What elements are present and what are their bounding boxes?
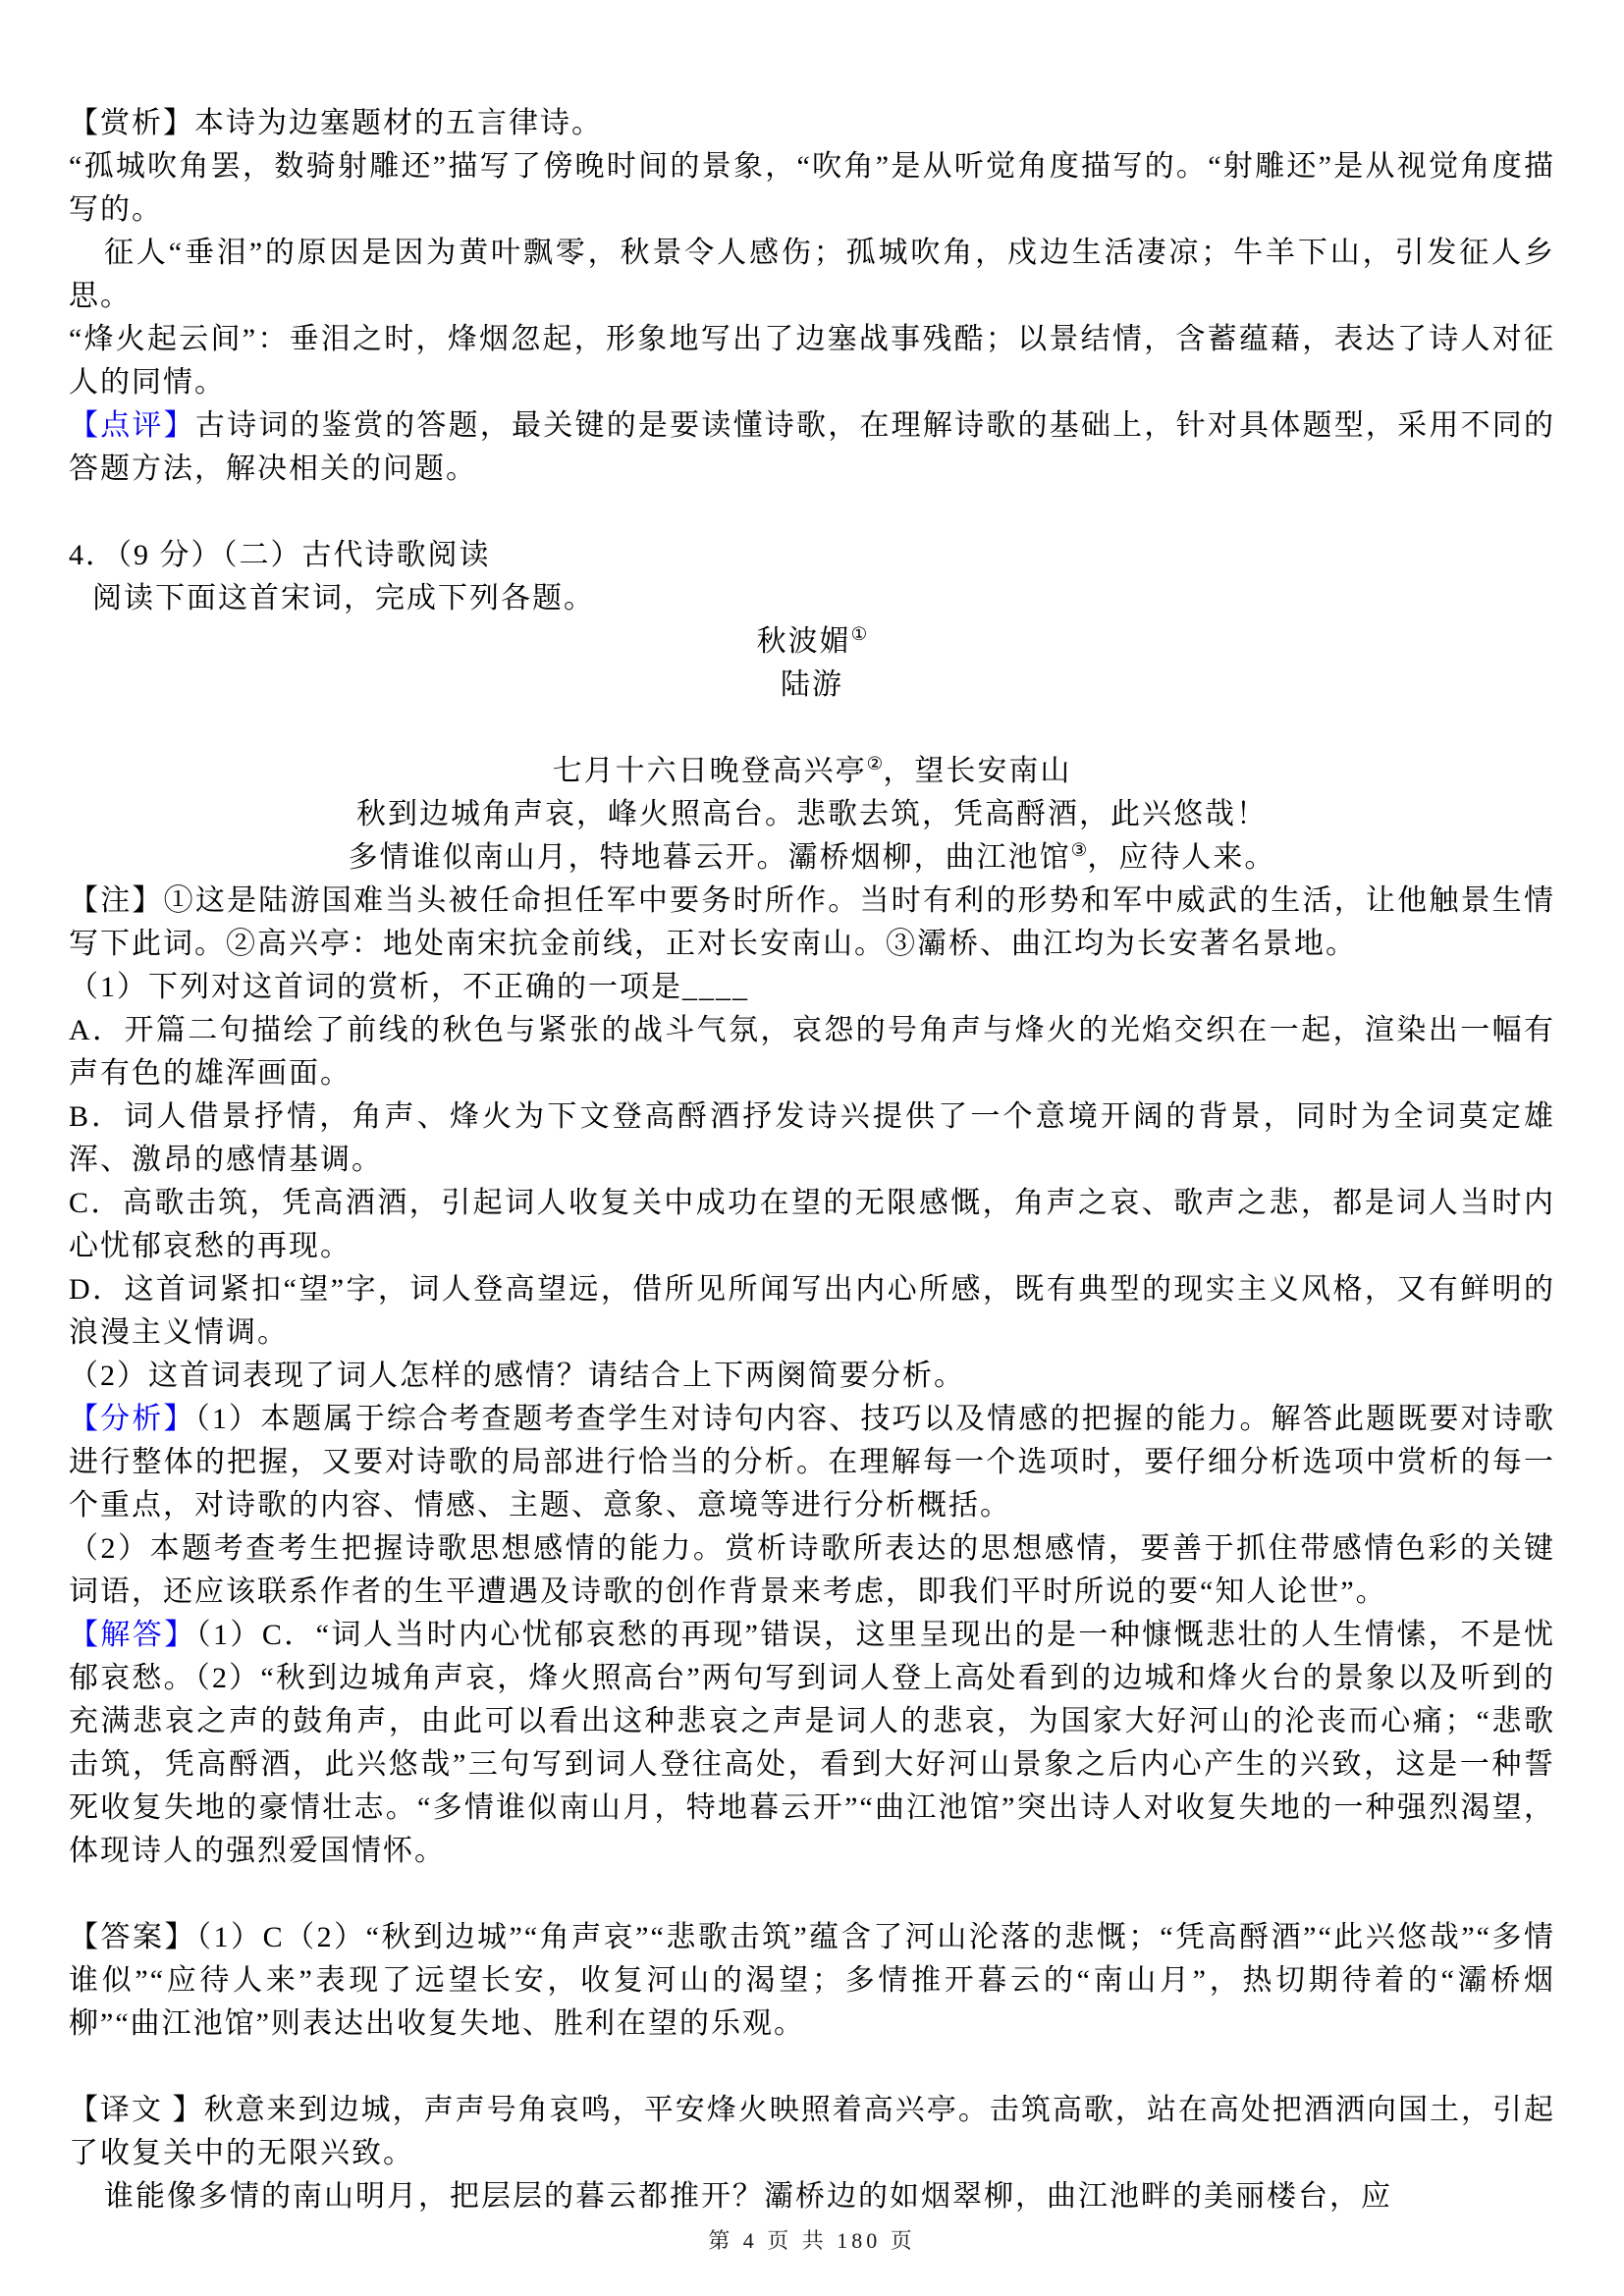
- blank-line: [69, 707, 1555, 750]
- poem-line-2-post: ，应待人来。: [1087, 841, 1276, 874]
- poem-line-1: 秋到边城角声哀，峰火照高台。悲歌去筑，凭高酹酒，此兴悠哉！: [356, 798, 1268, 830]
- poem-title: [69, 620, 1555, 664]
- annotation-dianping-label: 【点评】: [69, 409, 195, 442]
- blank-line: [69, 2046, 1555, 2089]
- annotation-daan-label: 【答案】: [69, 1921, 197, 1953]
- option-c: C．高歌击筑，凭高酒酒，引起词人收复关中成功在望的无限感慨，角声之哀、歌声之悲，都是词人当时内心忧郁哀愁的再现。: [69, 1187, 1555, 1262]
- page-footer: 第 4 页 共 180 页: [708, 2228, 916, 2253]
- paragraph-note-text: ①这是陆游国难当头被任命担任军中要务时所作。当时有利的形势和军中威武的生活，让他触景生情写下此词。②高兴亭：地处南宋抗金前线，正对长安南山。③灞桥、曲江均为长安著名景地。: [69, 884, 1556, 960]
- annotation-note-label: 【注】: [69, 884, 164, 917]
- footnote-marker-1: ①: [850, 624, 868, 645]
- annotation-shangxi-label: 【赏析】: [69, 107, 194, 139]
- paragraph-yiwen-1: [69, 2089, 1555, 2175]
- paragraph-daan: [69, 1916, 1555, 2046]
- paragraph-daan-text: （1）C（2）“秋到边城”“角声哀”“悲歌击筑”蕴含了河山沦落的悲慨；“凭高酹酒”“此兴悠哉”“多情谁似”“应待人来”表现了远望长安，收复河山的渴望；多情推开暮云的“南山月”，热切期待着的“灞桥烟柳”“曲江池馆”则表达出收复失地、胜利在望的乐观。: [69, 1921, 1555, 2040]
- footnote-marker-2: ②: [866, 754, 884, 774]
- poem-line-2-pre: 多情谁似南山月，特地暮云开。灞桥烟柳，曲江池馆: [348, 841, 1071, 874]
- poem-line-2: [69, 836, 1555, 880]
- paragraph-dianping: [69, 404, 1555, 491]
- question-2: （2）这首词表现了词人怎样的感情？请结合上下两阕简要分析。: [69, 1360, 965, 1392]
- paragraph-yiwen-2: 谁能像多情的南山明月，把层层的暮云都推开？灞桥边的如烟翠柳，曲江池畔的美丽楼台，应: [104, 2180, 1392, 2213]
- footnote-marker-3: ③: [1070, 840, 1088, 861]
- question-4-intro: 阅读下面这首宋词，完成下列各题。: [92, 582, 595, 614]
- poem-author: 陆游: [781, 668, 843, 701]
- poem-subtitle-pre: 七月十六日晚登高兴亭: [552, 755, 867, 787]
- paragraph-fenxi-1: [69, 1398, 1555, 1527]
- paragraph-jieda-text: （1）C．“词人当时内心忧郁哀愁的再现”错误，这里呈现出的是一种慷慨悲壮的人生情愫，不是忧郁哀愁。（2）“秋到边城角声哀，烽火照高台”两句写到词人登上高处看到的边城和烽火台的景象以及听到的充满悲哀之声的鼓角声，由此可以看出这种悲哀之声是词人的悲哀，为国家大好河山的沦丧而心痛；“悲歌击筑，凭高酹酒，此兴悠哉”三句写到词人登往高处，看到大好河山景象之后内心产生的兴致，这是一种誓死收复失地的豪情壮志。“多情谁似南山月，特地暮云开”“曲江池馆”突出诗人对收复失地的一种强烈渴望，体现诗人的强烈爱国情怀。: [69, 1619, 1556, 1867]
- option-a: A．开篇二句描绘了前线的秋色与紧张的战斗气氛，哀怨的号角声与烽火的光焰交织在一起，渲染出一幅有声有色的雄浑画面。: [69, 1014, 1555, 1090]
- paragraph-dianping-text: 古诗词的鉴赏的答题，最关键的是要读懂诗歌，在理解诗歌的基础上，针对具体题型，采用不同的答题方法，解决相关的问题。: [69, 409, 1556, 485]
- paragraph-shangxi: [69, 102, 1555, 145]
- paragraph-yiwen-text-1: 秋意来到边城，声声号角哀鸣，平安烽火映照着高兴亭。击筑高歌，站在高处把酒洒向国土，引起了收复关中的无限兴致。: [69, 2094, 1556, 2169]
- option-b: B．词人借景抒情，角声、烽火为下文登高酹酒抒发诗兴提供了一个意境开阔的背景，同时为全词莫定雄浑、激昂的感情基调。: [69, 1100, 1555, 1176]
- paragraph-jieda: [69, 1614, 1555, 1873]
- paragraph-fenghuo: “烽火起云间”：垂泪之时，烽烟忽起，形象地写出了边塞战事残酷；以景结情，含蓄蕴藉，表达了诗人对征人的同情。: [69, 323, 1555, 399]
- blank-line: [69, 491, 1555, 534]
- option-d: D．这首词紧扣“望”字，词人登高望远，借所见所闻写出内心所感，既有典型的现实主义风格，又有鲜明的浪漫主义情调。: [69, 1273, 1555, 1349]
- annotation-fenxi-label: 【分析】: [69, 1403, 195, 1435]
- paragraph-zhengren: 征人“垂泪”的原因是因为黄叶飘零，秋景令人感伤；孤城吹角，戍边生活凄凉；牛羊下山，引发征人乡思。: [69, 237, 1555, 312]
- blank-line: [69, 1873, 1555, 1916]
- paragraph-fenxi-2: （2）本题考查考生把握诗歌思想感情的能力。赏析诗歌所表达的思想感情，要善于抓住带感情色彩的关键词语，还应该联系作者的生平遭遇及诗歌的创作背景来考虑，即我们平时所说的要“知人论世”。: [69, 1532, 1555, 1608]
- annotation-jieda-label: 【解答】: [69, 1619, 196, 1651]
- question-4-heading: 4．（9 分）（二）古代诗歌阅读: [69, 539, 491, 571]
- paragraph-note: [69, 880, 1555, 966]
- poem-subtitle-post: ，望长安南山: [883, 755, 1072, 787]
- poem-title-text: 秋波媚: [756, 625, 851, 658]
- annotation-yiwen-label: 【译文 】: [69, 2094, 204, 2126]
- paragraph-gucheng: “孤城吹角罢，数骑射雕还”描写了傍晚时间的景象，“吹角”是从听觉角度描写的。“射雕还”是从视觉角度描写的。: [69, 150, 1555, 226]
- paragraph-shangxi-text: 本诗为边塞题材的五言律诗。: [194, 107, 603, 139]
- paragraph-fenxi-text-1: （1）本题属于综合考查题考查学生对诗句内容、技巧以及情感的把握的能力。解答此题既要对诗歌进行整体的把握，又要对诗歌的局部进行恰当的分析。在理解每一个选项时，要仔细分析选项中赏析的每一个重点，对诗歌的内容、情感、主题、意象、意境等进行分析概括。: [69, 1403, 1556, 1522]
- poem-subtitle: [69, 750, 1555, 793]
- question-1: （1）下列对这首词的赏析，不正确的一项是____: [69, 971, 749, 1003]
